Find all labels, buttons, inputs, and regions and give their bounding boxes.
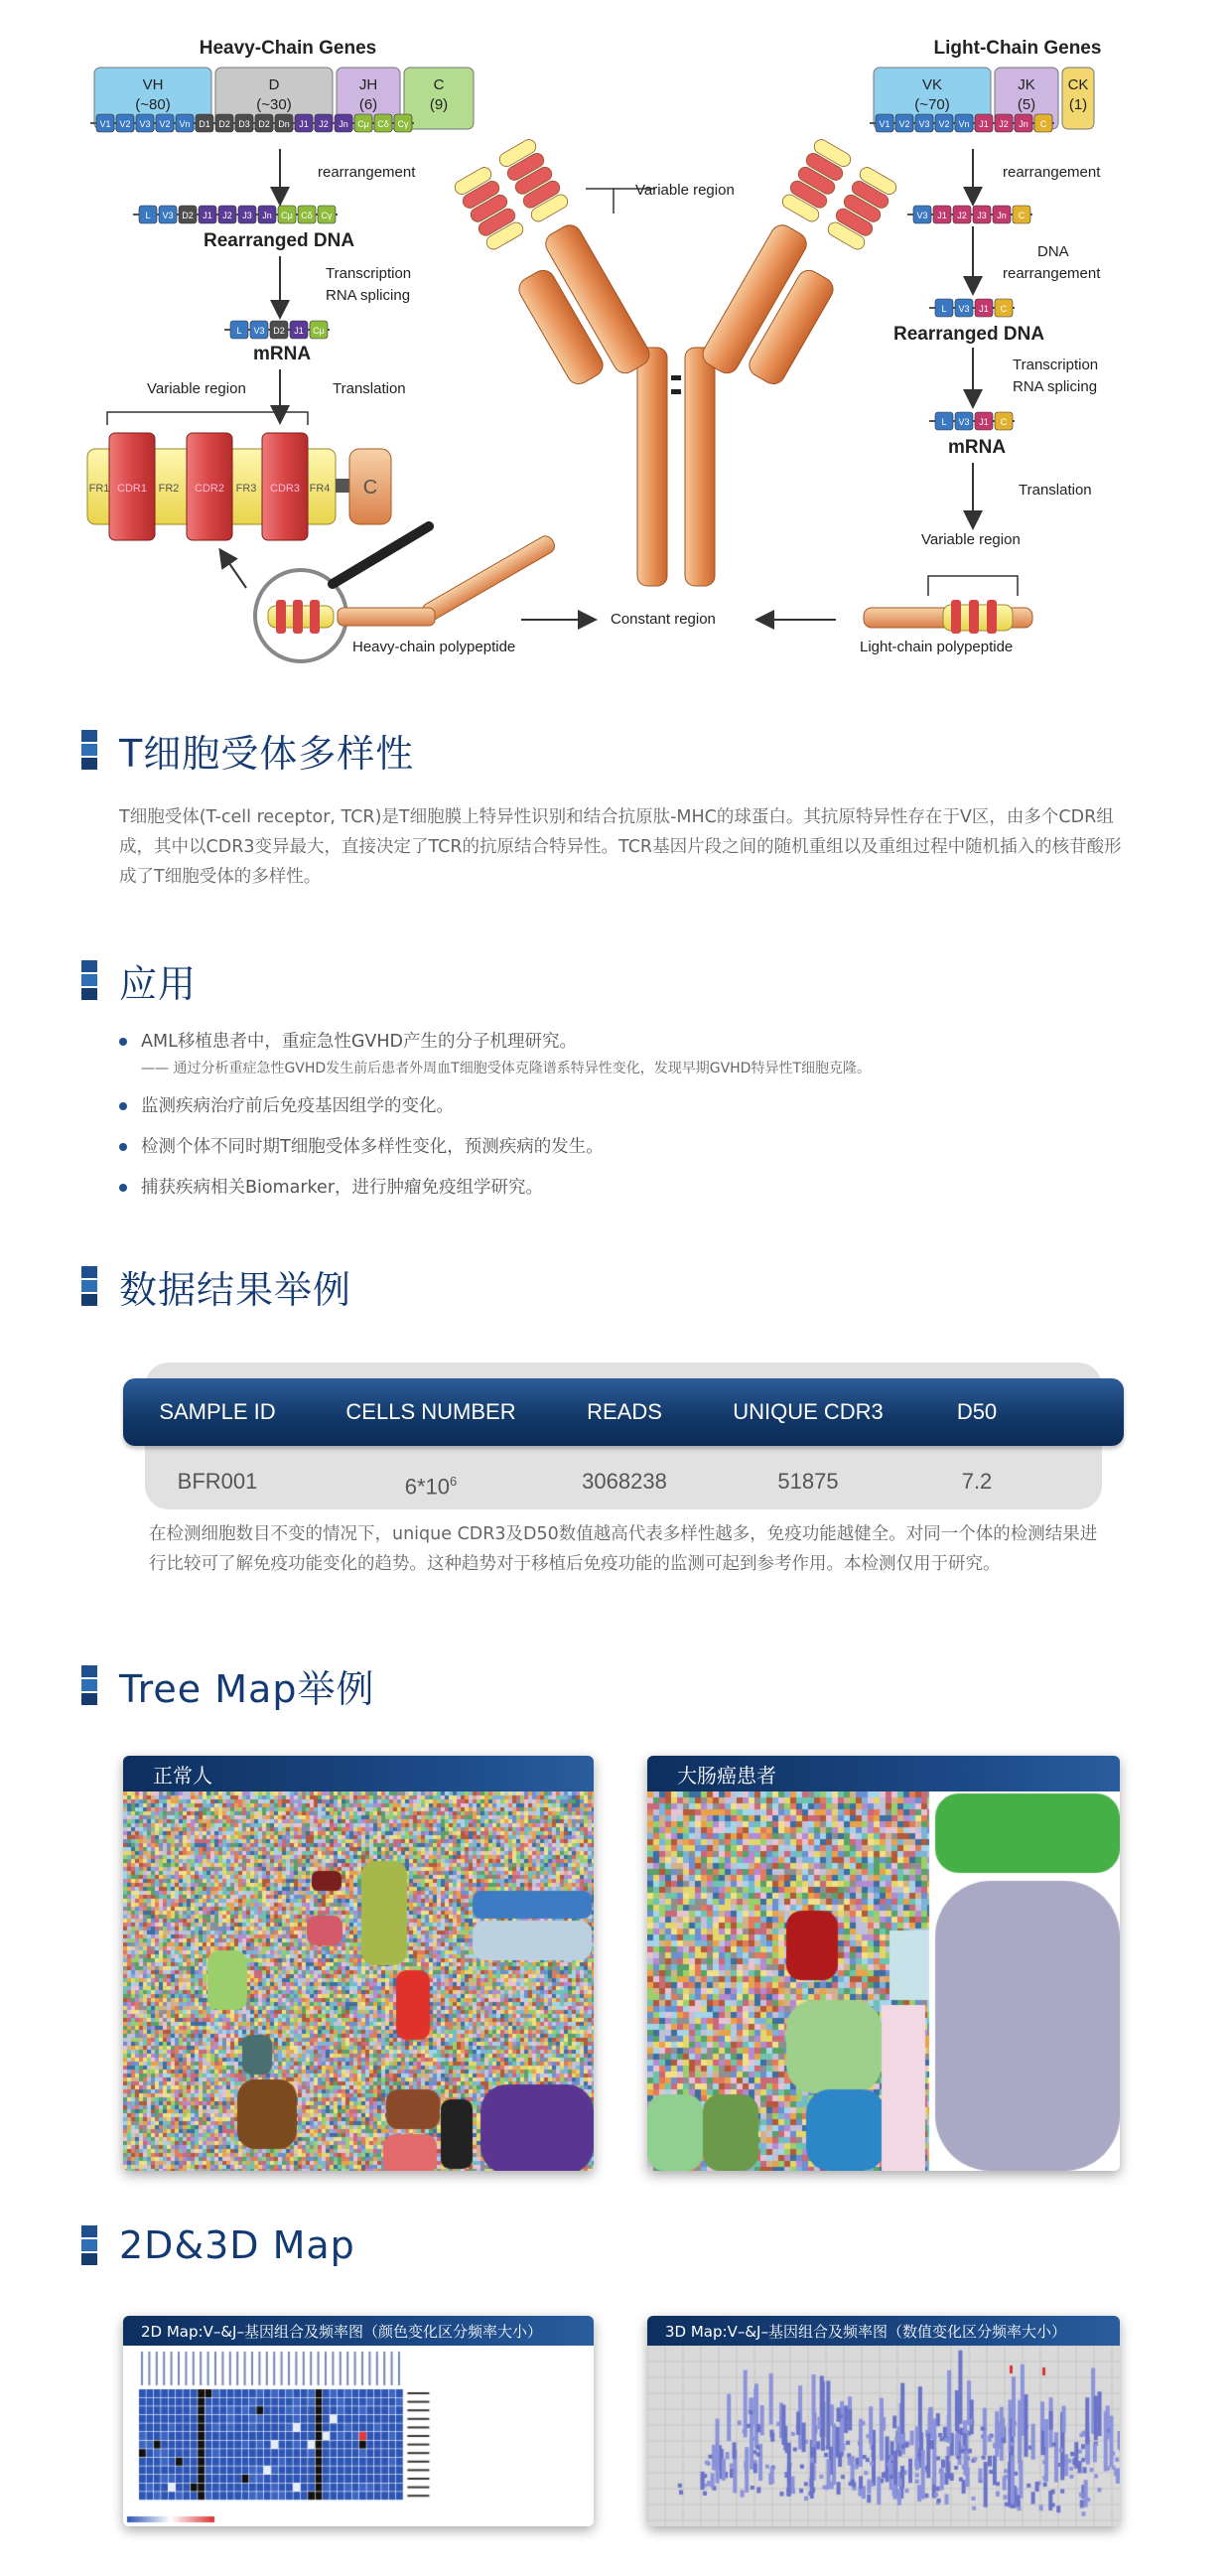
segment-count: (5) <box>1017 96 1036 113</box>
gene-label: J2 <box>319 119 329 129</box>
gene-label: Cδ <box>301 211 313 220</box>
header-reads: READS <box>587 1399 662 1424</box>
section-marker-icon <box>81 2225 97 2265</box>
gene-label: Cδ <box>377 119 389 129</box>
gene-label: Jn <box>1019 119 1028 129</box>
gene-label: J3 <box>977 211 987 220</box>
gene-label: V2 <box>898 119 910 129</box>
heavy-mrna-label: mRNA <box>253 344 312 364</box>
map-2d-image <box>123 2346 594 2526</box>
segment-name: VK <box>921 76 943 93</box>
domain-label: FR2 <box>158 483 180 495</box>
gene-label: J1 <box>294 326 304 336</box>
section-diversity-heading <box>81 725 414 775</box>
diversity-paragraph: T细胞受体(T-cell receptor, TCR)是T细胞膜上特异性识别和结合抗原肽-MHC的球蛋白。其抗原特异性存在于V区，由多个CDR组成，其中以CDR3变异最大，直接决定了TCR的抗原结合特异性。TCR基因片段之间的随机重组以及重组过程中随机插入的核苷酸形成了T细胞受体的多样性。 <box>119 807 1122 887</box>
gene-label: J2 <box>999 119 1009 129</box>
gene-label: Cμ <box>313 326 325 336</box>
section-title: Tree Map举例 <box>119 1666 375 1711</box>
domain-label: CDR2 <box>195 483 224 495</box>
light-dna-genes <box>907 206 1032 223</box>
application-list <box>119 1028 1162 1215</box>
section-marker-icon <box>81 960 97 1000</box>
gene-label: Cγ <box>397 119 409 129</box>
gene-label: J1 <box>299 119 309 129</box>
heavy-polypeptide-label: Heavy-chain polypeptide <box>352 639 516 655</box>
results-note: 在检测细胞数目不变的情况下，unique CDR3及D50数值越高代表多样性越多，免疫功能越健全。对同一个体的检测结果进行比较可了解免疫功能变化的趋势。这种趋势对于移植后免疫功能的监测可起到参考作用。本检测仅用于研究。 <box>149 1524 1098 1574</box>
gene-label: V3 <box>918 119 930 129</box>
gene-label: V2 <box>159 119 171 129</box>
light-polypeptide <box>864 600 1032 634</box>
heavy-variable-region-label: Variable region <box>147 380 246 397</box>
section-marker-icon <box>81 730 97 770</box>
results-table <box>123 1362 1124 1509</box>
header-d50: D50 <box>956 1399 998 1424</box>
domain-label: CDR1 <box>117 483 147 495</box>
header-unique-cdr3: UNIQUE CDR3 <box>733 1399 884 1424</box>
header-sample-id: SAMPLE ID <box>159 1399 276 1424</box>
gene-label: Cγ <box>321 211 333 220</box>
segment-count: (~30) <box>256 96 292 113</box>
gene-label: Dn <box>278 119 290 129</box>
section-maps-heading <box>81 2220 355 2270</box>
list-item-text: 检测个体不同时期T细胞受体多样性变化，预测疾病的发生。 <box>141 1137 604 1157</box>
light-rna-splicing-label: RNA splicing <box>1013 378 1098 395</box>
gene-label: V1 <box>99 119 111 129</box>
gene-label: Vn <box>958 119 970 129</box>
gene-label: D2 <box>273 326 285 336</box>
gene-label: C <box>1039 119 1047 129</box>
heavy-mrna-genes <box>224 321 330 339</box>
gene-label: J1 <box>203 211 212 220</box>
treemap-cancer-image <box>647 1791 1120 2171</box>
gene-label: V2 <box>938 119 950 129</box>
list-item <box>119 1133 1162 1161</box>
list-item-note: —— 通过分析重症急性GVHD发生前后患者外周血T细胞受体克隆谱系特异性变化，发现早期GVHD特异性T细胞克隆。 <box>141 1061 872 1076</box>
heavy-germline-genes <box>90 114 414 132</box>
map-3d-panel <box>647 2316 1120 2526</box>
segment-count: (6) <box>358 96 378 113</box>
light-mrna-genes <box>929 412 1015 430</box>
constant-region-label: Constant region <box>611 611 716 628</box>
light-rearrangement-label: rearrangement <box>1003 164 1101 181</box>
gene-label: V3 <box>958 417 970 427</box>
cell-reads: 3068238 <box>582 1469 667 1494</box>
panel-title: 大肠癌患者 <box>647 1756 1120 1791</box>
gene-label: D3 <box>238 119 250 129</box>
segment-count: (9) <box>429 96 449 113</box>
gene-label: J2 <box>222 211 232 220</box>
header-cells-number: CELLS NUMBER <box>345 1399 516 1424</box>
panel-title: 3D Map:V–&J–基因组合及频率图（数值变化区分频率大小） <box>647 2316 1120 2346</box>
heavy-transcription-label: Transcription <box>326 265 412 282</box>
gene-label: J2 <box>957 211 967 220</box>
light-rearranged-genes <box>929 299 1015 317</box>
segment-count: (~80) <box>135 96 171 113</box>
light-variable-region-label: Variable region <box>921 531 1021 548</box>
section-results-heading <box>81 1261 351 1311</box>
domain-label: CDR3 <box>270 483 300 495</box>
treemap-normal-panel <box>123 1756 594 2171</box>
gene-label: J3 <box>242 211 252 220</box>
section-title: 2D&3D Map <box>119 2223 355 2267</box>
gene-label: L <box>145 211 151 220</box>
light-polypeptide-label: Light-chain polypeptide <box>860 639 1014 655</box>
gene-label: V1 <box>879 119 890 129</box>
gene-label: Vn <box>179 119 191 129</box>
gene-label: Jn <box>997 211 1007 220</box>
domain-label: FR3 <box>235 483 257 495</box>
gene-label: C <box>1000 304 1008 314</box>
heavy-chain-header: Heavy-Chain Genes <box>199 38 377 59</box>
section-application-heading <box>81 955 197 1005</box>
gene-label: C <box>1018 211 1026 220</box>
gene-label: J1 <box>979 304 989 314</box>
gene-label: Cμ <box>281 211 293 220</box>
gene-segment-box <box>1062 68 1094 129</box>
segment-count: (~70) <box>914 96 950 113</box>
antibody-gene-diagram <box>0 0 1231 685</box>
table-header-row <box>123 1378 1124 1446</box>
panel-title: 正常人 <box>123 1756 594 1791</box>
antibody-structure <box>453 137 899 586</box>
treemap-normal-image <box>123 1791 594 2171</box>
gene-label: L <box>236 326 242 336</box>
heavy-rearranged-genes <box>133 206 338 223</box>
gene-label: L <box>941 417 947 427</box>
segment-name: VH <box>142 76 164 93</box>
light-rearranged-dna-label: Rearranged DNA <box>893 324 1045 345</box>
list-item-text: 捕获疾病相关Biomarker，进行肿瘤免疫组学研究。 <box>141 1178 544 1198</box>
section-marker-icon <box>81 1266 97 1306</box>
section-title: 应用 <box>119 961 198 1006</box>
list-item <box>119 1174 1162 1202</box>
gene-label: J1 <box>979 119 989 129</box>
gene-label: L <box>941 304 947 314</box>
gene-label: J1 <box>937 211 947 220</box>
domain-label: FR1 <box>88 483 110 495</box>
cell-cells-number: $6*10^6$ <box>404 1474 458 1500</box>
heavy-translation-label: Translation <box>333 380 406 397</box>
light-germline-genes <box>870 114 1054 132</box>
gene-label: V3 <box>253 326 265 336</box>
light-dna-label: DNA <box>1037 243 1069 260</box>
map-2d-panel <box>123 2316 594 2526</box>
cell-d50: 7.2 <box>961 1469 993 1494</box>
section-title: T细胞受体多样性 <box>119 731 415 776</box>
heavy-rearrangement-label: rearrangement <box>318 164 416 181</box>
section-treemap-heading <box>81 1660 374 1710</box>
cell-unique-cdr3: 51875 <box>777 1469 839 1494</box>
light-translation-label: Translation <box>1019 482 1092 499</box>
light-mrna-label: mRNA <box>948 437 1007 458</box>
table-row <box>123 1454 1124 1514</box>
gene-label: V2 <box>119 119 131 129</box>
gene-label: V3 <box>139 119 151 129</box>
section-marker-icon <box>81 1665 97 1705</box>
light-dna-rearrangement-label: rearrangement <box>1003 265 1101 282</box>
gene-label: Jn <box>339 119 348 129</box>
gene-label: Cμ <box>357 119 369 129</box>
heavy-rna-splicing-label: RNA splicing <box>326 287 411 304</box>
gene-label: C <box>1000 417 1008 427</box>
cell-sample-id: BFR001 <box>177 1469 258 1494</box>
list-item-text: AML移植患者中，重症急性GVHD产生的分子机理研究。 <box>141 1032 577 1052</box>
segment-name: D <box>268 76 280 93</box>
gene-label: D2 <box>218 119 230 129</box>
list-item <box>119 1028 1162 1079</box>
segment-name: C <box>433 76 445 93</box>
segment-name: JH <box>358 76 378 93</box>
heavy-rearranged-dna-label: Rearranged DNA <box>204 230 355 251</box>
panel-title: 2D Map:V–&J–基因组合及频率图（颜色变化区分频率大小） <box>123 2316 594 2346</box>
light-chain-header: Light-Chain Genes <box>933 38 1102 59</box>
segment-count: (1) <box>1068 96 1088 113</box>
list-item-text: 监测疾病治疗前后免疫基因组学的变化。 <box>141 1096 454 1116</box>
segment-name: CK <box>1067 76 1089 93</box>
gene-label: J1 <box>979 417 989 427</box>
treemap-cancer-panel <box>647 1756 1120 2171</box>
domain-label: C <box>362 477 378 499</box>
antibody-variable-region-label: Variable region <box>635 182 735 199</box>
gene-label: V3 <box>916 211 928 220</box>
section-title: 数据结果举例 <box>119 1267 352 1312</box>
map-3d-image <box>647 2346 1120 2526</box>
gene-label: Jn <box>262 211 272 220</box>
list-item <box>119 1092 1162 1120</box>
gene-label: D2 <box>182 211 194 220</box>
gene-label: V3 <box>958 304 970 314</box>
domain-label: FR4 <box>309 483 331 495</box>
gene-label: V3 <box>162 211 174 220</box>
gene-label: D1 <box>199 119 210 129</box>
gene-segment-box <box>404 68 474 129</box>
gene-label: D2 <box>258 119 270 129</box>
light-transcription-label: Transcription <box>1013 357 1099 373</box>
segment-name: JK <box>1018 76 1035 93</box>
